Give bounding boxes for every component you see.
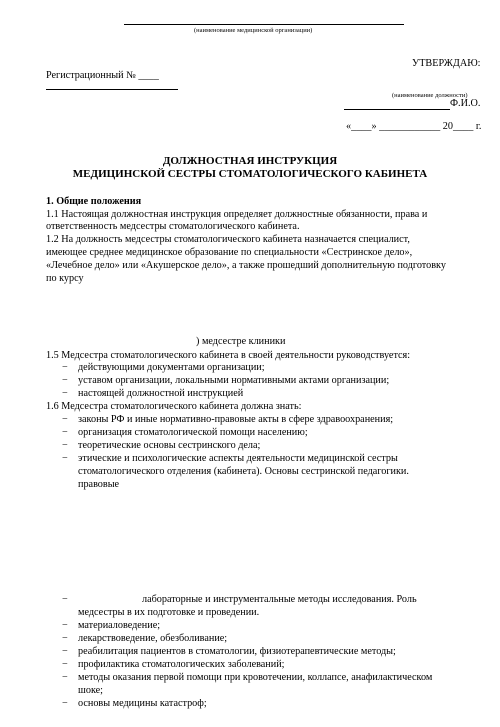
- dash-marker: −: [62, 620, 68, 631]
- para-1-2-line3: «Лечебное дело» или «Акушерское дело», а также прошедший дополнительную подготовку: [46, 260, 446, 271]
- signature-line: [344, 109, 450, 110]
- dash-marker: −: [62, 427, 68, 438]
- org-name-line: [124, 24, 404, 25]
- dash-marker: −: [62, 375, 68, 386]
- list-item-text: методы оказания первой помощи при кровотечении, коллапсе, анафилактическом: [78, 672, 433, 683]
- list-item-text: организация стоматологической помощи населению;: [78, 427, 308, 438]
- para-1-1: 1.1 Настоящая должностная инструкция определяет должностные обязанности, права и: [46, 209, 428, 220]
- dash-marker: −: [62, 659, 68, 670]
- para-1-5: 1.5 Медсестра стоматологического кабинета в своей деятельности руководствуется:: [46, 350, 411, 361]
- list-item-text: этические и психологические аспекты деятельности медицинской сестры: [78, 453, 398, 464]
- dash-marker: −: [62, 453, 68, 464]
- para-1-2-line2: имеющее среднее медицинское образование по специальности «Сестринское дело»,: [46, 247, 413, 258]
- para-1-1-cont: ответственность медсестры стоматологического кабинета.: [46, 221, 300, 232]
- doc-title-line2: МЕДИЦИНСКОЙ СЕСТРЫ СТОМАТОЛОГИЧЕСКОГО КАБИНЕТА: [72, 168, 428, 180]
- list-item-text: реабилитация пациентов в стоматологии, физиотерапевтические методы;: [78, 646, 396, 657]
- list-item-text: законы РФ и иные нормативно-правовые акты в сфере здравоохранения;: [78, 414, 394, 425]
- list-item-text: действующими документами организации;: [78, 362, 265, 373]
- dash-marker: −: [62, 646, 68, 657]
- org-name-caption: (наименование медицинской организации): [194, 27, 313, 34]
- section-heading: 1. Общие положения: [46, 196, 142, 207]
- dash-marker: −: [62, 698, 68, 709]
- list-item-text: лабораторные и инструментальные методы исследования. Роль: [142, 594, 417, 605]
- list-item-text-cont: медсестры в их подготовке и проведении.: [78, 607, 260, 618]
- registration-number: Регистрационный № ____: [46, 70, 159, 81]
- para-1-6: 1.6 Медсестра стоматологического кабинета должна знать:: [46, 401, 302, 412]
- approval-date: «____» ____________ 20____ г.: [346, 121, 482, 132]
- doc-title-line1: ДОЛЖНОСТНАЯ ИНСТРУКЦИЯ: [162, 155, 338, 167]
- list-item-text: лекарствоведение, обезболивание;: [78, 633, 228, 644]
- list-item-text: настоящей должностной инструкцией: [78, 388, 244, 399]
- dash-marker: −: [62, 414, 68, 425]
- list-item-text: уставом организации, локальными нормативными актами организации;: [78, 375, 390, 386]
- list-item-text-cont: шоке;: [78, 685, 103, 696]
- list-item-text-cont: правовые: [78, 479, 120, 490]
- para-1-2-line1: 1.2 На должность медсестры стоматологического кабинета назначается специалист,: [46, 234, 410, 245]
- registration-line: [46, 89, 178, 90]
- approve-label: УТВЕРЖДАЮ:: [412, 58, 481, 69]
- dash-marker: −: [62, 388, 68, 399]
- list-item-text: профилактика стоматологических заболеваний;: [78, 659, 285, 670]
- list-item-text: материаловедение;: [78, 620, 161, 631]
- dash-marker: −: [62, 594, 68, 605]
- fio-label: Ф.И.О.: [450, 98, 481, 109]
- dash-marker: −: [62, 362, 68, 373]
- list-item-text-cont: стоматологического отделения (кабинета). Основы сестринской педагогики.: [78, 466, 409, 477]
- dash-marker: −: [62, 440, 68, 451]
- dash-marker: −: [62, 672, 68, 683]
- para-fragment: ) медсестре клиники: [196, 336, 286, 347]
- position-caption: (наименование должности): [392, 92, 468, 99]
- para-1-2-line4: по курсу: [46, 273, 84, 284]
- dash-marker: −: [62, 633, 68, 644]
- list-item-text: основы медицины катастроф;: [78, 698, 207, 709]
- list-item-text: теоретические основы сестринского дела;: [78, 440, 261, 451]
